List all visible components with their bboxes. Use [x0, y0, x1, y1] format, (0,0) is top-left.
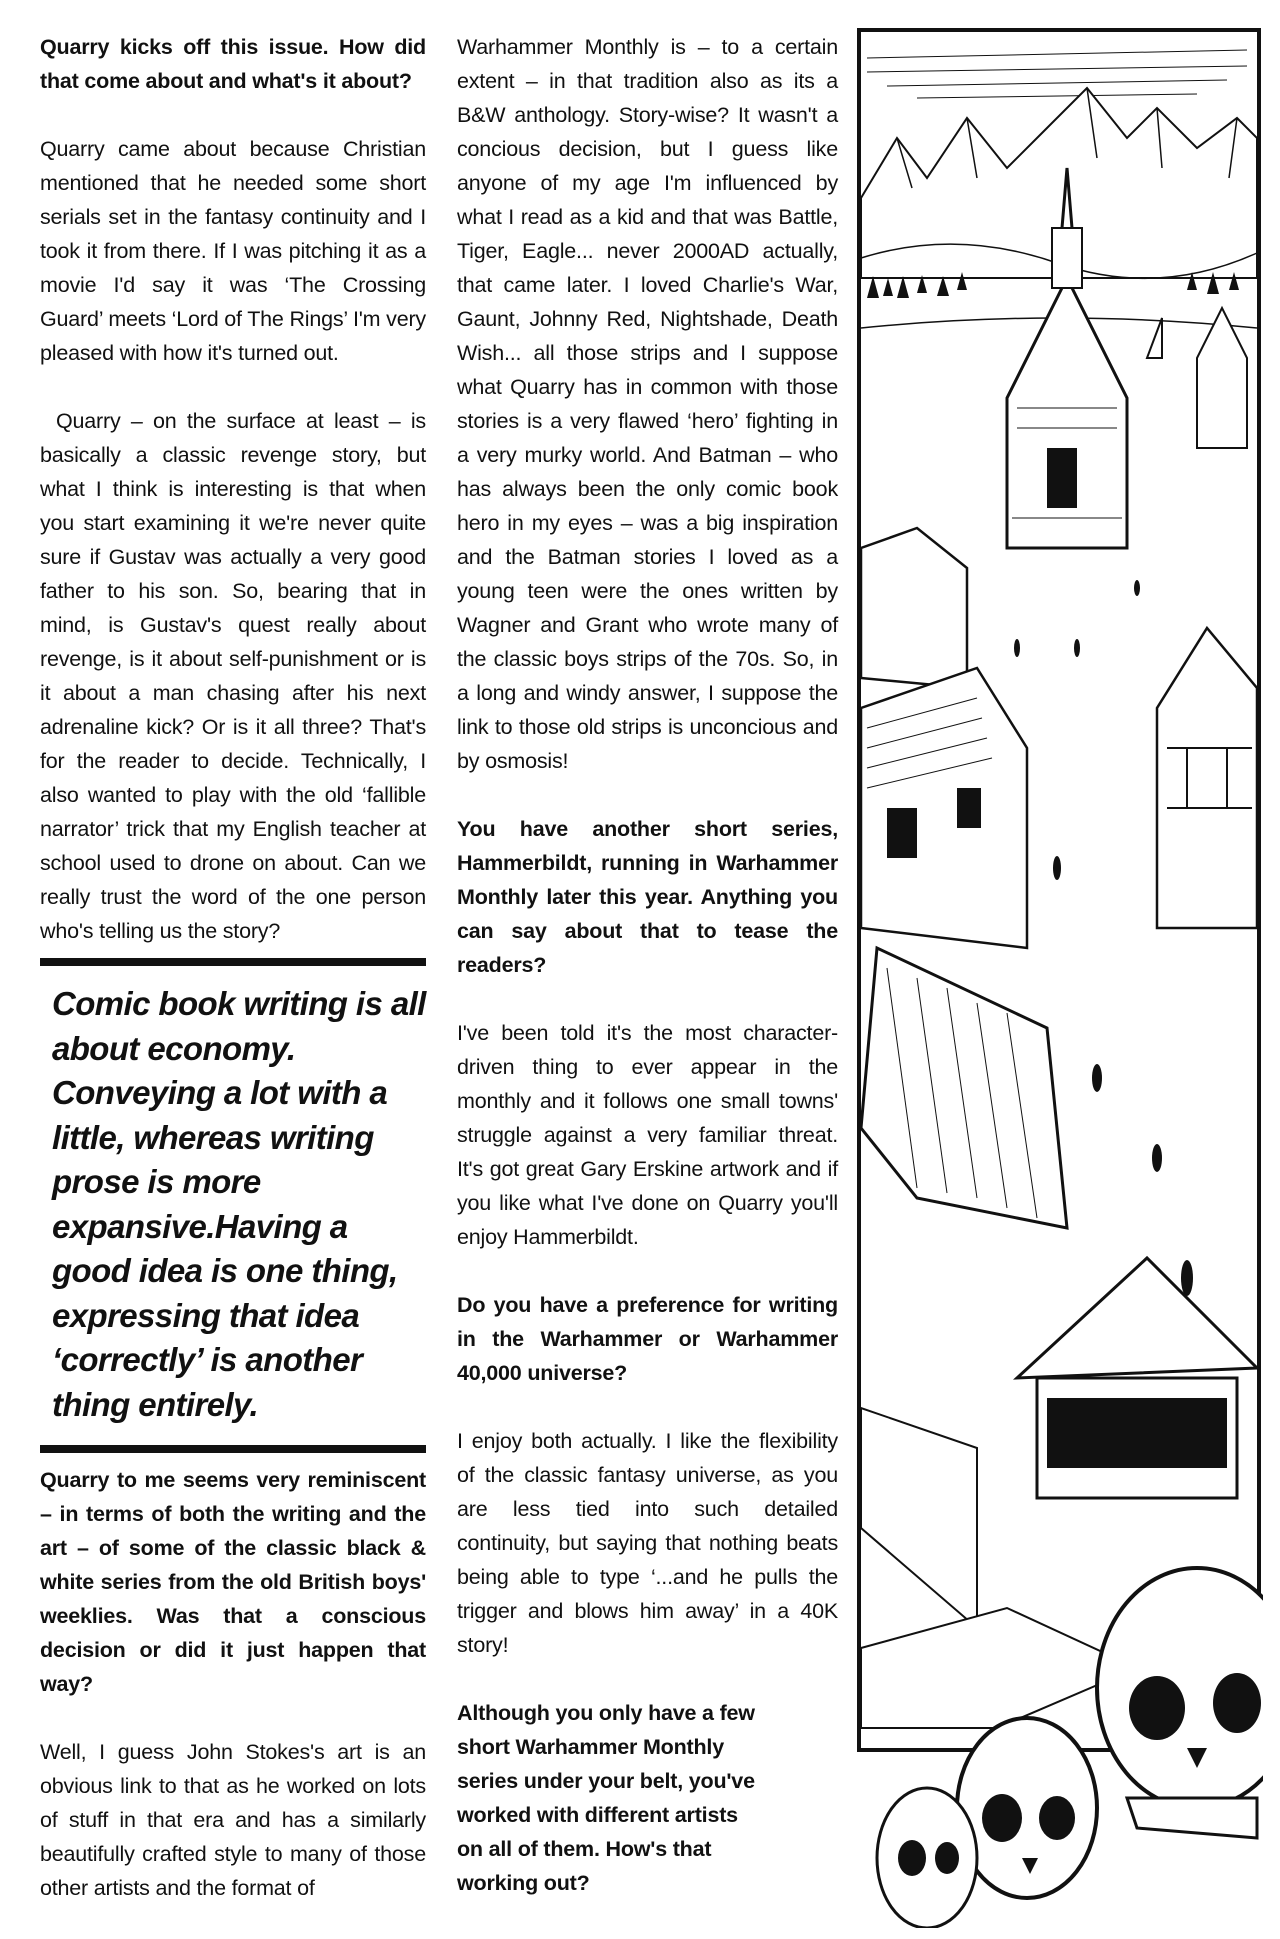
pull-quote: Comic book writing is all about economy. Conveying a lot with a little, whereas writing prose is more expansive.Having a good idea is one thing, expressing that idea ‘correctly’ is another thing entirely. — [52, 985, 426, 1423]
answer-1-paragraph-2: Quarry – on the surface at least – is basically a classic revenge story, but what I think is interesting is that when you start examining it we're never quite sure if Gustav was actually a very good father to his son. So, bearing that in mind, is Gustav's quest really about revenge, is it about self-punishment or is it about a man chasing after his next adrenaline kick? Or is it all three? That's for the reader to decide. Technically, I also wanted to play with the old ‘fallible narrator’ trick that my English teacher at school used to drone on about. Can we really trust the word of the one person who's telling us the story? — [40, 409, 426, 943]
article-column-middle — [457, 30, 838, 1934]
answer-2-paragraph-1: Well, I guess John Stokes's art is an obvious link to that as he worked on lots of stuff in that era and has a similarly beautifully crafted style to many of those other artists and the format of — [40, 1740, 426, 1900]
answer-2-continued: Warhammer Monthly is – to a certain extent – in that tradition also as its a B&W anthology. Story-wise? It wasn't a concious decision, but I guess like anyone of my age I'm influenced by what I read as a kid and that was Battle, Tiger, Eagle... never 2000AD actually, that came later. I loved Charlie's War, Gaunt, Johnny Red, Nightshade, Death Wish... all those strips and I suppose what Quarry has in common with those stories is a very flawed ‘hero’ fighting in a very murky world. And Batman – who has always been the only comic book hero in my eyes – was a big inspiration and the Batman stories I loved as a young teen were the ones written by Wagner and Grant who wrote many of the classic boys strips of the 70s. So, in a long and windy answer, I suppose the link to those old strips is unconcious and by osmosis! — [457, 35, 838, 773]
answer-4: I enjoy both actually. I like the flexibility of the classic fantasy universe, as you are less tied into such detailed continuity, but saying that nothing beats being able to type ‘...and he pulls the trigger and blows him away’ in a 40K story! — [457, 1429, 838, 1657]
pull-quote-top-rule — [40, 958, 426, 966]
article-column-left — [40, 30, 426, 1939]
answer-3: I've been told it's the most character-driven thing to ever appear in the monthly and it follows one small towns' struggle against a very familiar threat. It's got great Gary Erskine artwork and if you like what I've done on Quarry you'll enjoy Hammerbildt. — [457, 1021, 838, 1249]
question-3: You have another short series, Hammerbildt, running in Warhammer Monthly later this year. Anything you can say about that to tease the readers? — [457, 817, 838, 977]
question-1: Quarry kicks off this issue. How did that come about and what's it about? — [40, 35, 426, 93]
town-illustration-drawing — [857, 28, 1263, 1928]
town-illustration — [857, 28, 1263, 1928]
question-2: Quarry to me seems very reminiscent – in terms of both the writing and the art – of some of the classic black & white series from the old British boys' weeklies. Was that a conscious decision or did it just happen that way? — [40, 1468, 426, 1696]
question-4: Do you have a preference for writing in the Warhammer or Warhammer 40,000 universe? — [457, 1293, 838, 1385]
question-5: Although you only have a few short Warhammer Monthly series under your belt, you've worked with different artists on all of them. How's that working out? — [457, 1701, 755, 1895]
pull-quote-bottom-rule — [40, 1445, 426, 1453]
answer-1-paragraph-1: Quarry came about because Christian mentioned that he needed some short serials set in the fantasy continuity and I took it from there. If I was pitching it as a movie I'd say it was ‘The Crossing Guard’ meets ‘Lord of The Rings’ I'm very pleased with how it's turned out. — [40, 137, 426, 365]
skull-icon — [1097, 1568, 1263, 1838]
